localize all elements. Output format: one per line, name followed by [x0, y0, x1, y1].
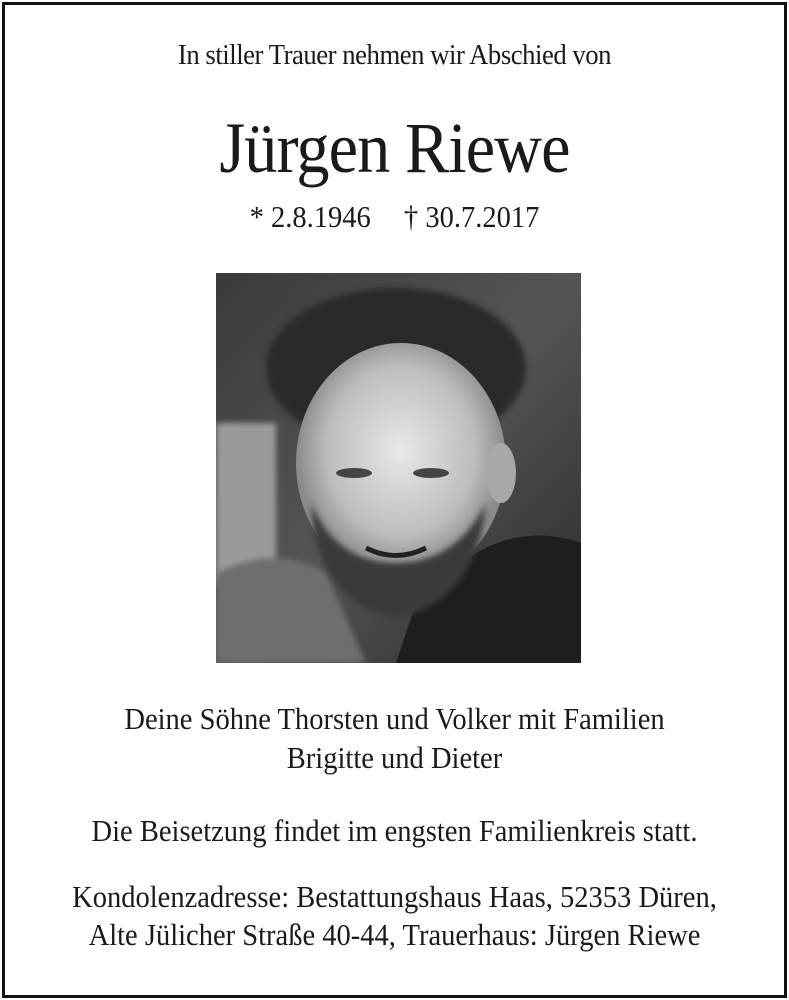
- condolence-address-line-1: Kondolenzadresse: Bestattungshaus Haas, 52353 Düren,: [72, 879, 717, 914]
- birth-date: * 2.8.1946: [249, 199, 371, 234]
- deceased-name: Jürgen Riewe: [219, 108, 570, 188]
- life-dates: [36, 199, 753, 235]
- obituary-frame: [2, 2, 787, 998]
- condolence-address-line-2: Alte Jülicher Straße 40-44, Trauerhaus: Jürgen Riewe: [88, 917, 701, 952]
- portrait-photo: [216, 273, 581, 663]
- intro-text: In stiller Trauer nehmen wir Abschied von: [177, 39, 612, 71]
- burial-note: Die Beisetzung findet im engsten Familienkreis statt.: [91, 813, 698, 848]
- death-date: † 30.7.2017: [403, 199, 540, 234]
- family-line-1: Deine Söhne Thorsten und Volker mit Familien: [124, 701, 665, 736]
- portrait-image: [216, 273, 581, 663]
- family-line-2: Brigitte und Dieter: [286, 740, 503, 775]
